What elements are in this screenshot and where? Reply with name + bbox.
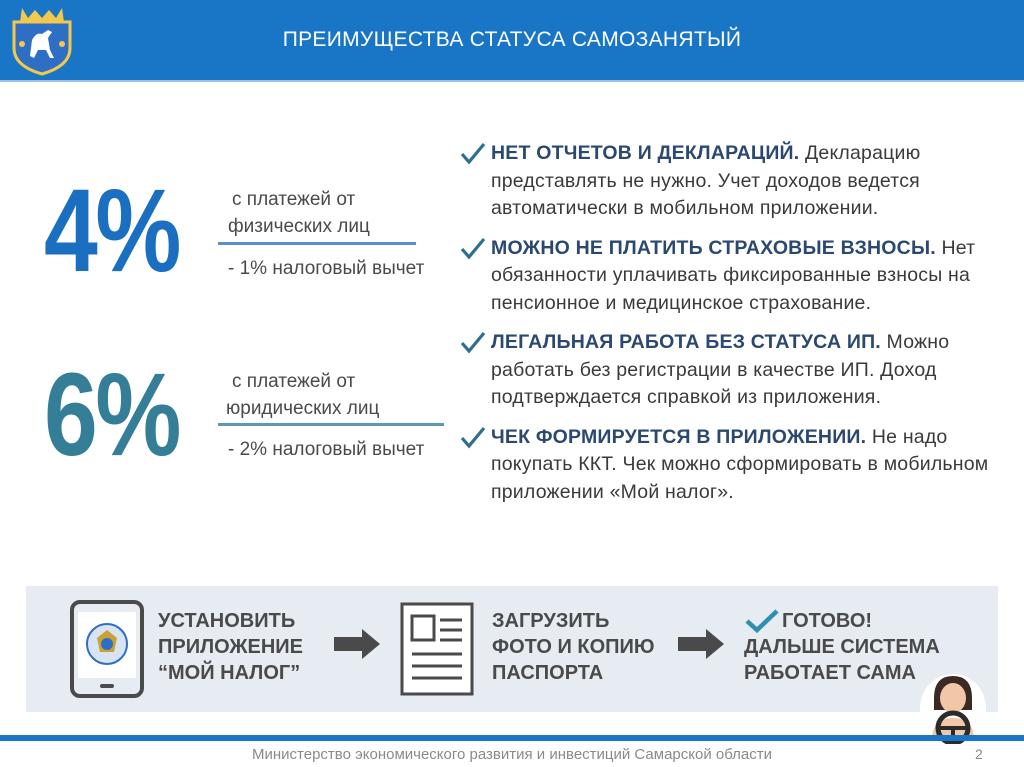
- benefit-heading: ЛЕГАЛЬНАЯ РАБОТА БЕЗ СТАТУСА ИП.: [491, 331, 881, 353]
- page-title: ПРЕИМУЩЕСТВА СТАТУСА САМОЗАНЯТЫЙ: [282, 28, 742, 51]
- footer-bar: [0, 735, 1024, 741]
- step-3-title: ГОТОВО!: [782, 610, 873, 632]
- benefit-item: [460, 140, 1020, 223]
- step-1-text: УСТАНОВИТЬ ПРИЛОЖЕНИЕ “МОЙ НАЛОГ”: [158, 610, 303, 684]
- phone-icon: [70, 600, 144, 698]
- document-icon: [400, 602, 474, 696]
- step-2-text: ЗАГРУЗИТЬ ФОТО И КОПИЮ ПАСПОРТА: [492, 610, 655, 684]
- rate-6-line1: с платежей от: [232, 371, 356, 392]
- benefit-text: Можно работать без регистрации в качестве ИП. Доход подтверждается справкой из приложения.: [491, 331, 950, 408]
- steps-panel: [26, 586, 998, 712]
- benefit-item: [460, 329, 1020, 412]
- rate-6-value: 6%: [44, 349, 179, 481]
- header-divider: [0, 80, 1024, 82]
- rate-6-deduction: - 2% налоговый вычет: [228, 439, 425, 460]
- benefit-heading: ЧЕК ФОРМИРУЕТСЯ В ПРИЛОЖЕНИИ.: [491, 425, 867, 448]
- benefits-list: [460, 140, 1020, 518]
- footer-ministry-text: Министерство экономического развития и инвестиций Самарской области: [252, 746, 772, 763]
- rate-6-divider: [218, 423, 444, 426]
- rate-4-line1: с платежей от: [232, 189, 356, 210]
- arrow-right-icon: [332, 628, 382, 660]
- benefit-heading: МОЖНО НЕ ПЛАТИТЬ СТРАХОВЫЕ ВЗНОСЫ.: [491, 236, 936, 259]
- checkmark-icon: [460, 331, 486, 355]
- rate-4-deduction: - 1% налоговый вычет: [228, 258, 425, 279]
- benefit-text: Декларацию представлять не нужно. Учет доходов ведется автоматически в мобильном приложении.: [491, 142, 921, 219]
- page-number: 2: [975, 746, 983, 762]
- checkmark-icon: [460, 426, 486, 450]
- driver-avatar-icon: [918, 668, 988, 744]
- checkmark-icon: [460, 142, 486, 166]
- rate-4-divider: [218, 242, 416, 245]
- benefit-item: [460, 424, 1020, 507]
- checkmark-icon: [460, 237, 486, 261]
- rate-6-line2: юридических лиц: [226, 398, 380, 419]
- rate-4-value: 4%: [44, 165, 179, 297]
- step-3-text: ДАЛЬШЕ СИСТЕМА РАБОТАЕТ САМА: [744, 636, 940, 684]
- benefit-text: Не надо покупать ККТ. Чек можно сформировать в мобильном приложении «Мой налог».: [491, 425, 989, 503]
- header-bar: [0, 0, 1024, 80]
- arrow-right-icon: [676, 628, 726, 660]
- rate-4-line2: физических лиц: [228, 216, 370, 237]
- benefit-heading: НЕТ ОТЧЕТОВ И ДЕКЛАРАЦИЙ.: [491, 142, 800, 164]
- check-icon: [744, 608, 780, 634]
- benefit-item: [460, 235, 1020, 318]
- benefit-text: Нет обязанности уплачивать фиксированные взносы на пенсионное и медицинское страхование.: [491, 236, 976, 314]
